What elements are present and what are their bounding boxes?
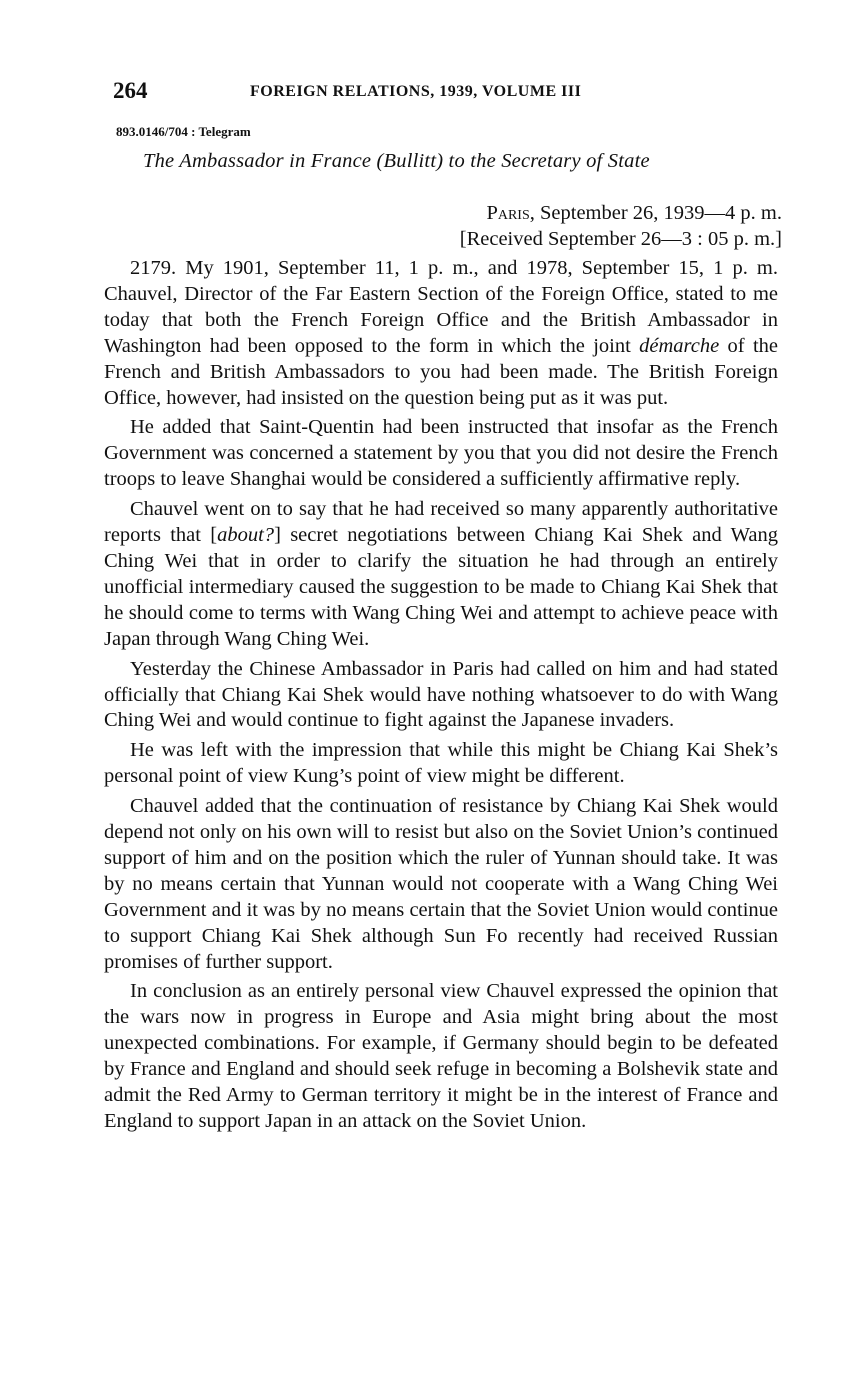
paragraph [104,256,778,411]
paragraph [104,794,778,975]
paragraph-text: In conclusion as an entirely personal view Chauvel expressed the opinion that the wars now in progress in Europe and Asia might bring about the most unexpected combinations. For example, if Germany should begin to be defeated by France and England and should seek refuge in becoming a Bolshevik state and admit the Red Army to German territory it might be in the interest of France and England to support Japan in an attack on the Soviet Union. [104,980,778,1132]
document-reference: 893.0146/704 : Telegram [116,124,251,139]
dateline [460,200,782,252]
paragraph-italic-term: about? [217,524,275,547]
running-title: FOREIGN RELATIONS, 1939, VOLUME III [250,83,582,100]
paragraph-text: Chauvel went on to say that he had received so many apparently authoritative reports that [ [104,498,778,547]
dateline-received: [Received September 26—3 : 05 p. m.] [459,228,782,250]
dateline-date-time: September 26, 1939—4 p. m. [534,202,782,224]
paragraph [104,415,778,493]
paragraph-text: He added that Saint-Quentin had been instructed that insofar as the French Government was concerned a statement by you that you did not desire the French troops to leave Shanghai would be considered a sufficiently affirmative reply. [104,416,778,491]
running-head [110,78,780,110]
telegram-body [104,256,778,1135]
page-number: 264 [113,78,148,103]
paragraph-text-continued: ] secret negotiations between Chiang Kai Shek and Wang Ching Wei that in order to clarify the situation he had through an entirely unofficial intermediary caused the suggestion to be made to Chiang Kai Shek that he should come to terms with Wang Ching Wei and attempt to achieve peace with Japan through Wang Ching Wei. [104,524,778,650]
document-heading: The Ambassador in France (Bullitt) to the Secretary of State [143,150,650,172]
paragraph-text: Chauvel added that the continuation of resistance by Chiang Kai Shek would depend not only on his own will to resist but also on the Soviet Union’s continued support of him and on the position which the ruler of Yunnan should take. It was by no means certain that Yunnan would not cooperate with a Wang Ching Wei Government and it was by no means certain that the Soviet Union would continue to support Chiang Kai Shek although Sun Fo recently had received Russian promises of further support. [104,795,778,973]
dateline-sent [460,200,782,226]
paragraph-italic-term: démarche [639,334,720,357]
paragraph [104,497,778,652]
paragraph-text: He was left with the impression that while this might be Chiang Kai Shek’s personal point of view Kung’s point of view might be different. [104,739,778,788]
paragraph [104,657,778,735]
paragraph [104,979,778,1134]
paragraph-text-continued: of the French and British Ambassadors to you had been made. The British Foreign Office, however, had insisted on the question being put as it was put. [104,334,778,409]
dateline-place: Paris, [486,202,535,224]
paragraph [104,738,778,790]
paragraph-text: Yesterday the Chinese Ambassador in Paris had called on him and had stated officially that Chiang Kai Shek would have nothing whatsoever to do with Wang Ching Wei and would continue to fight against the Japanese invaders. [104,657,778,732]
paragraph-text: 2179. My 1901, September 11, 1 p. m., and 1978, September 15, 1 p. m. Chauvel, Director of the Far Eastern Section of the Foreign Office, stated to me today that both the French Foreign Office and the British Ambassador in Washington had been opposed to the form in which the joint [104,257,778,357]
